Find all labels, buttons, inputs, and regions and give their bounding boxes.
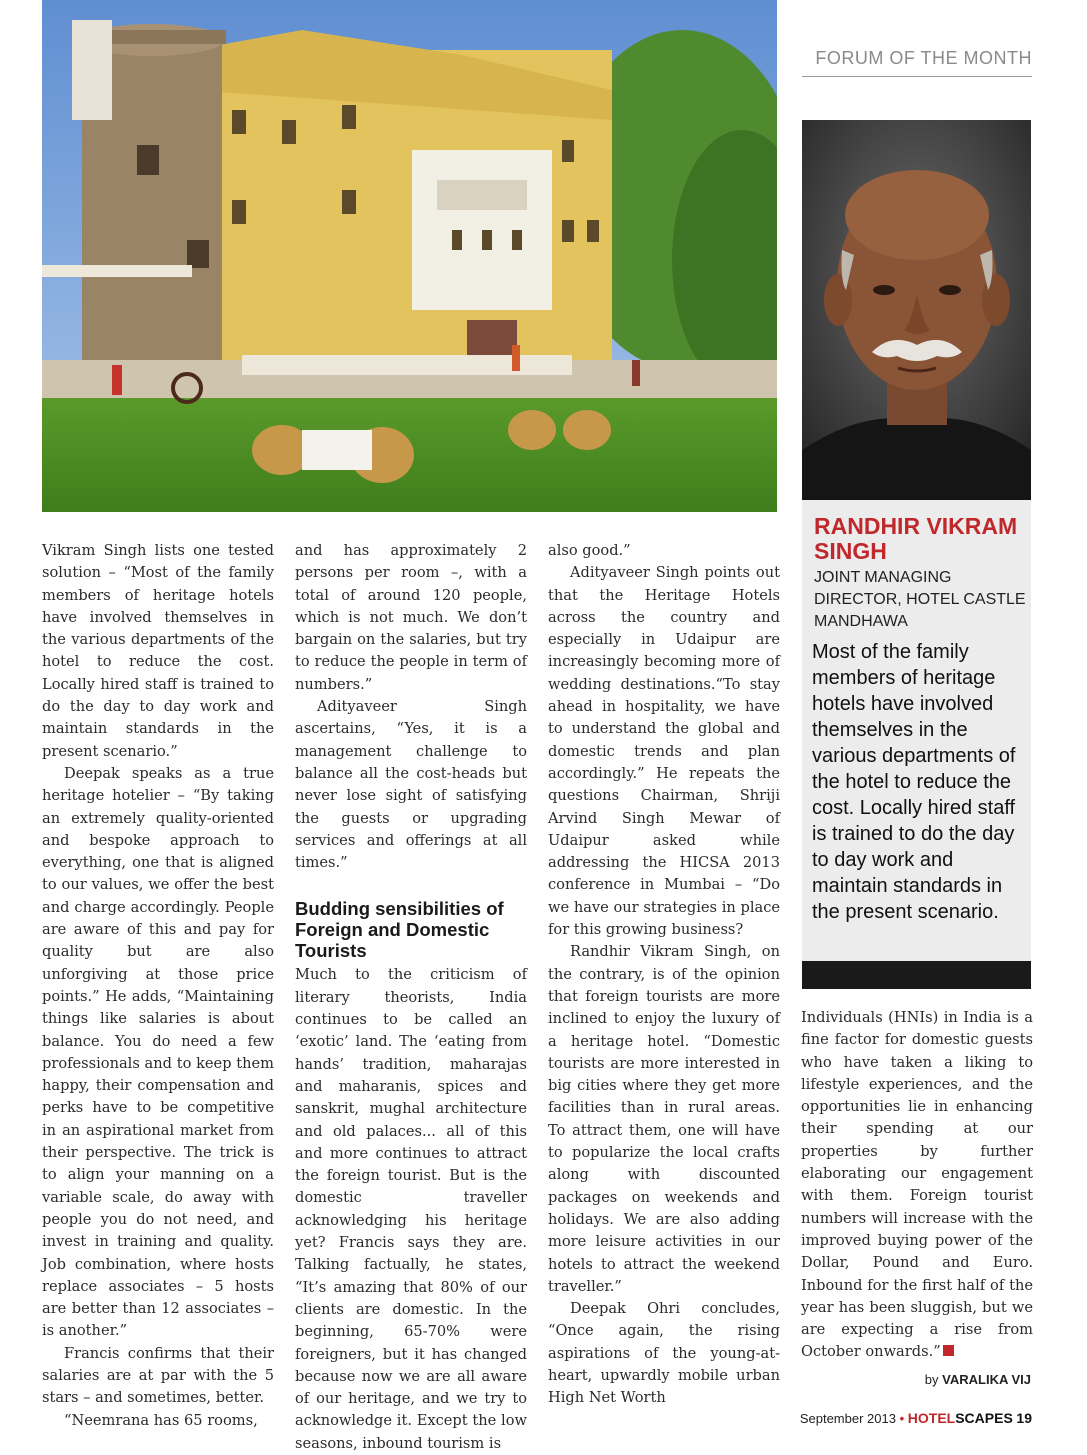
paragraph: Deepak Ohri concludes, “Once again, the rising aspirations of the young-at-heart, upwardly mobile urban High Net Worth bbox=[548, 1300, 780, 1407]
paragraph: Adityaveer Singh ascertains, “Yes, it is a management challenge to balance all the cost-heads but never lose sight of satisfying the guests or upgrading services and offerings at all times.” bbox=[295, 698, 527, 872]
paragraph: Vikram Singh lists one tested solution – “Most of the family members of heritage hotels have involved themselves in the various departments of the hotel to reduce the cost. Locally hired staff is trained to do the day to day work and maintain standards in the present scenario.” bbox=[42, 542, 274, 760]
byline-prefix: by bbox=[924, 1372, 939, 1387]
article-column-3 bbox=[548, 540, 780, 1410]
byline-author: VARALIKA VIJ bbox=[942, 1372, 1031, 1387]
sidebar-footer-bar bbox=[802, 961, 1031, 989]
end-of-article-mark bbox=[943, 1345, 954, 1356]
page-footer bbox=[700, 1410, 1032, 1426]
hero-photo bbox=[42, 0, 777, 512]
paragraph: Deepak speaks as a true heritage hotelier – “By taking an extremely quality-oriented and bespoke approach to everything, one that is aligned to our values, we offer the best and charge accordingly. People are aware of this and pay for quality but are also unforgiving at those price points.” He adds, “Maintaining things like salaries is about balance. You do need a few professionals and to keep them happy, their compensation and perks have to be competitive in an aspirational market from their perspective. The trick is to align your manning on a variable scale, do away with people you do not need, and invest in training and quality. Job combination, where hosts replace associates – 5 hosts are better than 12 associates – is another.” bbox=[42, 764, 274, 1340]
person-title: JOINT MANAGING DIRECTOR, HOTEL CASTLE MANDHAWA bbox=[814, 569, 1026, 630]
person-name: RANDHIR VIKRAM SINGH bbox=[814, 513, 1018, 564]
magazine-name-part-1: HOTEL bbox=[907, 1410, 956, 1426]
paragraph: Francis confirms that their salaries are at par with the 5 stars – and sometimes, better. bbox=[42, 1344, 274, 1407]
section-label: FORUM OF THE MONTH bbox=[815, 48, 1032, 68]
paragraph: also good.” bbox=[548, 542, 631, 559]
paragraph: “Neemrana has 65 rooms, bbox=[64, 1411, 258, 1429]
article-column-2 bbox=[295, 540, 527, 1455]
byline bbox=[801, 1372, 1031, 1387]
article-column-4 bbox=[801, 1007, 1033, 1364]
profile-sidebar bbox=[802, 500, 1031, 989]
paragraph bbox=[801, 1007, 1033, 1364]
paragraph: Adityaveer Singh points out that the Heritage Hotels across the country and especially in Udaipur are increasingly becoming more of wedding destinations.“To stay ahead in hospitality, we have to understand the global and domestic trends and plan accordingly.” He repeats the questions Chairman, Shriji Arvind Singh Mewar of Udaipur asked while addressing the HICSA 2013 conference in Mumbai – “Do we have our strategies in place for this growing business? bbox=[548, 564, 780, 939]
magazine-name-part-2: SCAPES bbox=[955, 1410, 1013, 1426]
page-number: 19 bbox=[1016, 1410, 1032, 1426]
pull-quote: Most of the family members of heritage hotels have involved themselves in the various departments of the hotel to reduce the cost. Locally hired staff is trained to do the day to day work and maintain standards in the present scenario. bbox=[812, 641, 1016, 923]
paragraph: Much to the criticism of literary theorists, India continues to be called an ‘exotic’ land. The ‘eating from hands’ tradition, maharajas and maharanis, spices and sanskrit, mughal architecture and old palaces... all of this and more continues to attract the foreign tourist. But is the domestic traveller acknowledging his heritage yet? Francis says they are. Talking factually, he states, “It’s amazing that 80% of our clients are domestic. In the beginning, 65-70% were foreigners, but it has changed because now we are all aware of our heritage, and we try to acknowledge it. Except the low seasons, inbound tourism is bbox=[295, 966, 527, 1452]
article-column-1 bbox=[42, 540, 274, 1432]
paragraph-text: Individuals (HNIs) in India is a fine factor for domestic guests who have taken a liking to lifestyle experiences, and the opportunities lie in enhancing their spending at our properties by further elaborating our engagement with them. Foreign tourist numbers will increase with the improved buying power of the Dollar, Pound and Euro. Inbound for the first half of the year has been sluggish, but we are expecting a rise from October onwards.” bbox=[801, 1009, 1033, 1361]
issue-date: September 2013 bbox=[799, 1411, 896, 1426]
portrait-photo bbox=[802, 120, 1031, 500]
paragraph: Randhir Vikram Singh, on the contrary, is of the opinion that foreign tourists are more inclined to enjoy the luxury of a heritage hotel. “Domestic tourists are more interested in big cities where they get more facilities than in rural areas. To attract them, one will have to popularize the local crafts along with discounted packages on weekends and holidays. We are also adding more leisure activities in our hotels to attract the weekend traveller.” bbox=[548, 943, 780, 1295]
footer-separator: • bbox=[899, 1411, 905, 1426]
section-divider bbox=[802, 76, 1032, 77]
subheading: Budding sensibilities of Foreign and Domestic Tourists bbox=[295, 898, 504, 962]
paragraph: and has approximately 2 persons per room –, with a total of around 120 people, which is not much. We don’t bargain on the salaries, but try to reduce the people in term of numbers.” bbox=[295, 542, 527, 693]
